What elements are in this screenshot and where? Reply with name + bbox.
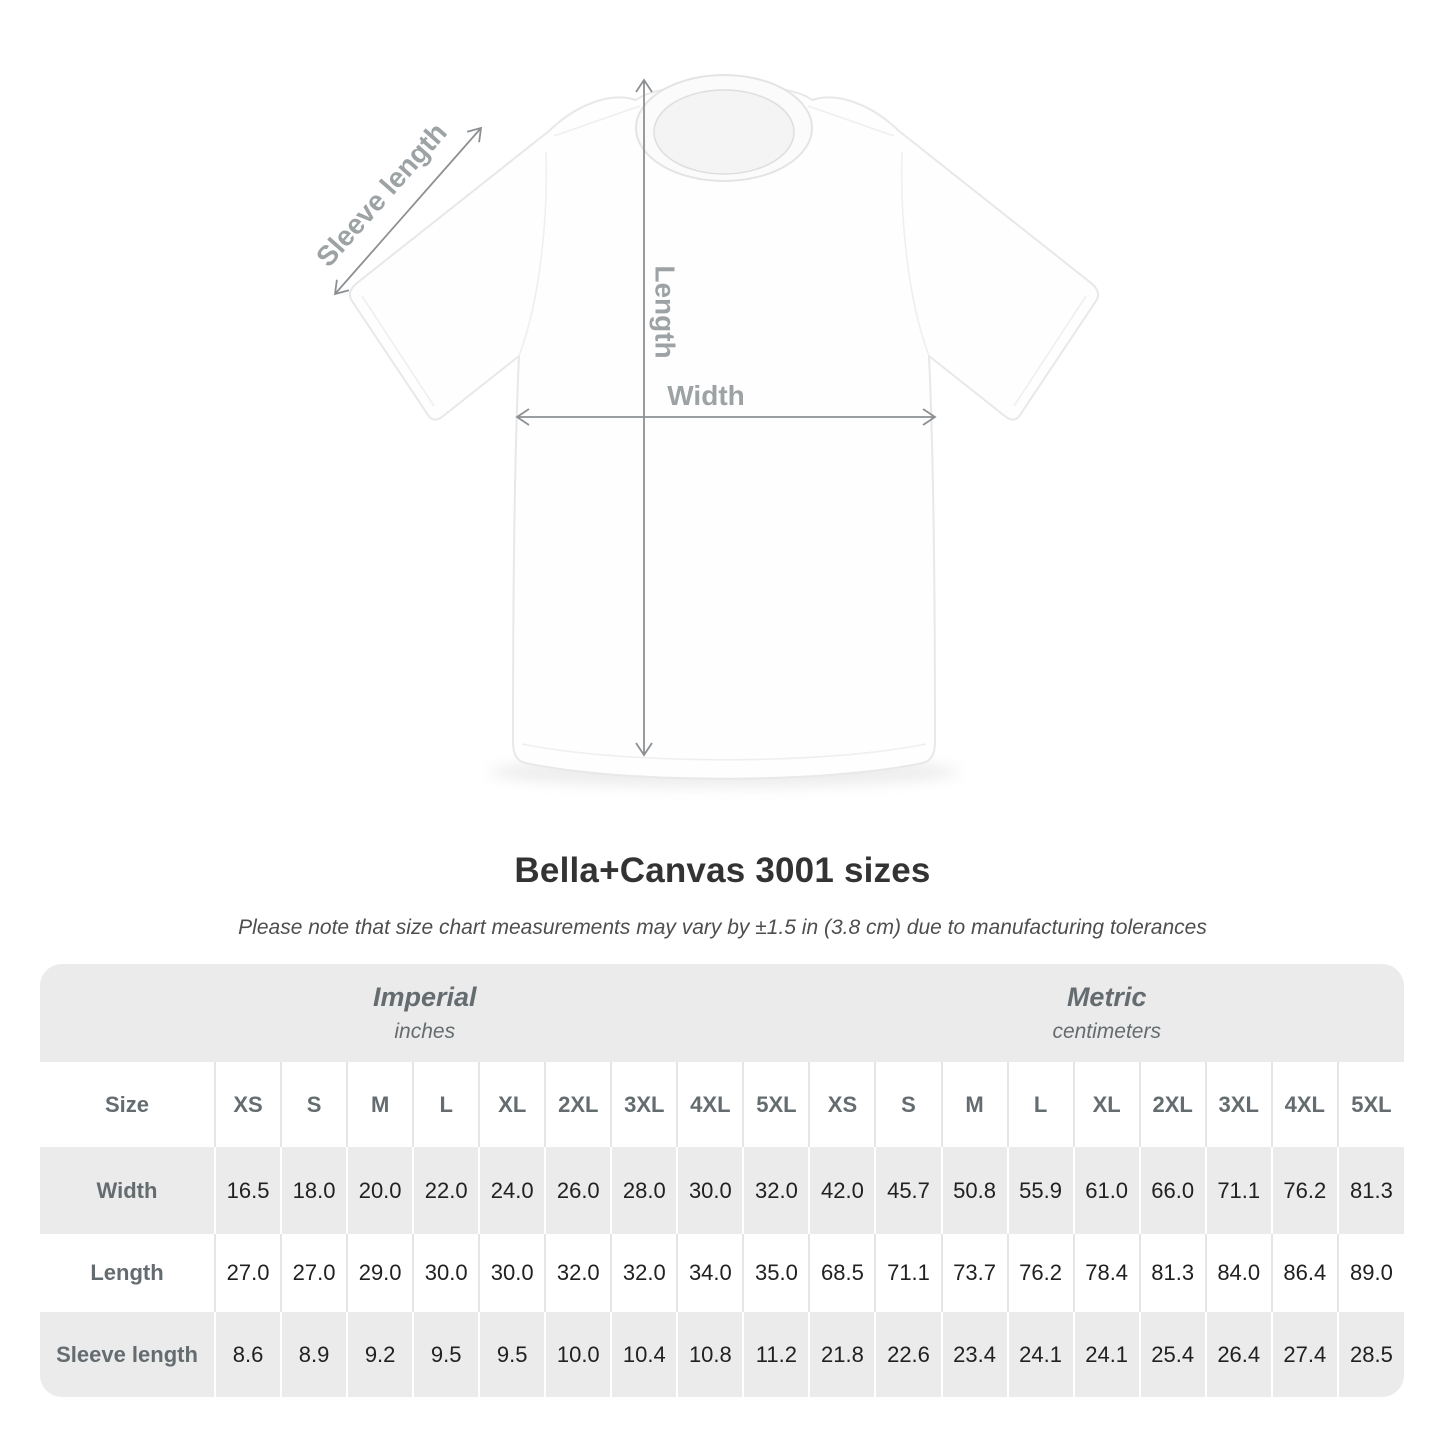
length-value: 32.0 [611,1234,677,1312]
row-label-width: Width [40,1147,215,1234]
sleeve-value: 9.5 [413,1312,479,1397]
size-col-header: 5XL [743,1062,809,1147]
size-col-header: 2XL [545,1062,611,1147]
size-col-header: XL [1074,1062,1140,1147]
width-value: 66.0 [1140,1147,1206,1234]
size-col-header: L [1008,1062,1074,1147]
width-value: 30.0 [677,1147,743,1234]
tshirt-graphic [350,84,1098,779]
size-col-header: 4XL [677,1062,743,1147]
size-col-header: XS [809,1062,875,1147]
length-value: 73.7 [942,1234,1008,1312]
imperial-group-header [40,964,809,1062]
unit-group-header-row [40,964,1404,1062]
width-row [40,1147,1404,1234]
length-value: 89.0 [1338,1234,1404,1312]
page-title: Bella+Canvas 3001 sizes [514,851,931,890]
length-value: 86.4 [1272,1234,1338,1312]
size-col-header: S [281,1062,347,1147]
sleeve-value: 23.4 [942,1312,1008,1397]
sleeve-value: 24.1 [1074,1312,1140,1397]
width-value: 20.0 [347,1147,413,1234]
width-value: 61.0 [1074,1147,1140,1234]
width-value: 32.0 [743,1147,809,1234]
sleeve-value: 9.5 [479,1312,545,1397]
sleeve-value: 22.6 [875,1312,941,1397]
size-col-header: 5XL [1338,1062,1404,1147]
width-value: 16.5 [215,1147,281,1234]
length-label: Length [649,265,681,359]
width-value: 24.0 [479,1147,545,1234]
length-value: 34.0 [677,1234,743,1312]
size-col-header: 2XL [1140,1062,1206,1147]
size-col-header: 3XL [611,1062,677,1147]
length-value: 30.0 [479,1234,545,1312]
collar-inner [654,90,794,174]
size-col-header: L [413,1062,479,1147]
width-value: 26.0 [545,1147,611,1234]
width-value: 55.9 [1008,1147,1074,1234]
row-label-sleeve-length: Sleeve length [40,1312,215,1397]
width-value: 18.0 [281,1147,347,1234]
width-value: 22.0 [413,1147,479,1234]
width-value: 81.3 [1338,1147,1404,1234]
length-value: 78.4 [1074,1234,1140,1312]
size-table [40,964,1404,1397]
length-value: 27.0 [215,1234,281,1312]
size-table-grid [40,964,1404,1397]
length-row [40,1234,1404,1312]
sleeve-value: 25.4 [1140,1312,1206,1397]
length-value: 32.0 [545,1234,611,1312]
sleeve-value: 10.0 [545,1312,611,1397]
width-value: 71.1 [1206,1147,1272,1234]
size-col-header: 4XL [1272,1062,1338,1147]
length-value: 76.2 [1008,1234,1074,1312]
size-col-header: M [347,1062,413,1147]
width-value: 76.2 [1272,1147,1338,1234]
size-col-header: S [875,1062,941,1147]
sleeve-value: 8.9 [281,1312,347,1397]
imperial-unit: inches [394,1020,456,1043]
imperial-label: Imperial [372,982,477,1012]
width-value: 28.0 [611,1147,677,1234]
length-value: 35.0 [743,1234,809,1312]
sleeve-value: 21.8 [809,1312,875,1397]
length-value: 68.5 [809,1234,875,1312]
sleeve-value: 8.6 [215,1312,281,1397]
sleeve-length-label: Sleeve length [310,116,453,273]
width-value: 50.8 [942,1147,1008,1234]
length-value: 30.0 [413,1234,479,1312]
sleeve-value: 11.2 [743,1312,809,1397]
size-header-label: Size [40,1062,215,1147]
width-label: Width [667,380,745,411]
length-value: 27.0 [281,1234,347,1312]
sleeve-value: 26.4 [1206,1312,1272,1397]
length-value: 29.0 [347,1234,413,1312]
sleeve-length-row [40,1312,1404,1397]
sleeve-value: 28.5 [1338,1312,1404,1397]
sleeve-value: 9.2 [347,1312,413,1397]
sleeve-value: 10.4 [611,1312,677,1397]
sleeve-value: 24.1 [1008,1312,1074,1397]
size-col-header: M [942,1062,1008,1147]
width-value: 42.0 [809,1147,875,1234]
size-col-header: 3XL [1206,1062,1272,1147]
metric-group-header [809,964,1404,1062]
length-value: 84.0 [1206,1234,1272,1312]
metric-label: Metric [1066,982,1147,1012]
length-value: 81.3 [1140,1234,1206,1312]
sleeve-value: 10.8 [677,1312,743,1397]
tolerance-note: Please note that size chart measurements may vary by ±1.5 in (3.8 cm) due to manufacturing tolerances [238,916,1207,939]
width-value: 45.7 [875,1147,941,1234]
row-label-length: Length [40,1234,215,1312]
size-col-header: XL [479,1062,545,1147]
size-col-header: XS [215,1062,281,1147]
length-value: 71.1 [875,1234,941,1312]
size-header-row [40,1062,1404,1147]
metric-unit: centimeters [1052,1020,1161,1043]
sleeve-value: 27.4 [1272,1312,1338,1397]
